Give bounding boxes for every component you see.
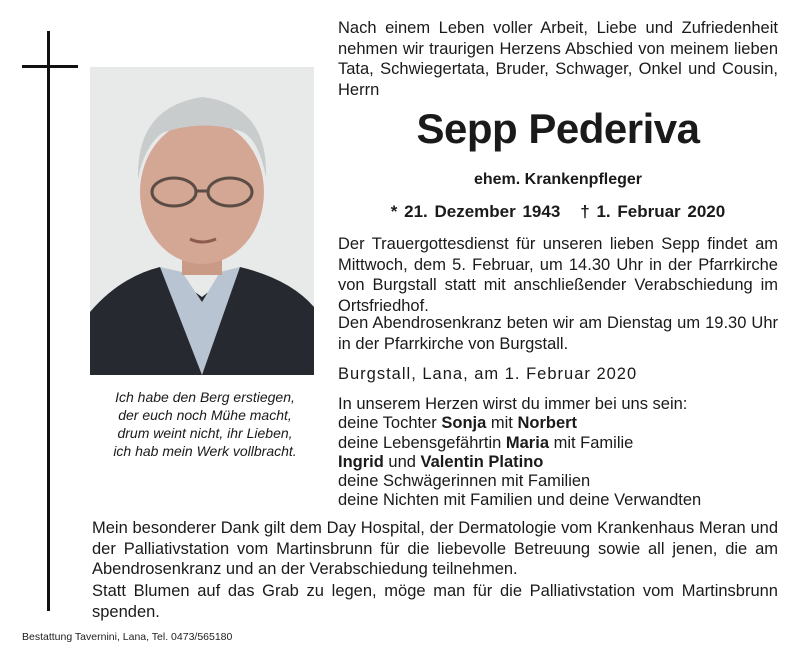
quote-line: ich hab mein Werk vollbracht.: [113, 443, 297, 459]
life-dates: [338, 202, 778, 222]
death-date: † 1. Februar 2020: [580, 202, 726, 221]
mourners-list: [338, 395, 778, 511]
birth-date: * 21. Dezember 1943: [390, 202, 561, 221]
cross-icon-vertical: [47, 31, 50, 611]
portrait-photo: [90, 67, 314, 375]
list-item: deine Schwägerinnen mit Familien: [338, 472, 591, 491]
deceased-name: Sepp Pederiva: [416, 105, 700, 152]
list-item: deine Lebensgefährtin Maria mit Familie: [338, 433, 634, 452]
list-item: Ingrid und Valentin Platino: [338, 452, 544, 471]
cross-icon-horizontal: [22, 65, 78, 68]
list-item: deine Nichten mit Familien und deine Verwandten: [338, 491, 702, 510]
memorial-quote: [94, 388, 316, 460]
intro-text: Nach einem Leben voller Arbeit, Liebe und Zufriedenheit nehmen wir traurigen Herzens Abschied von meinem lieben Tata, Schwiegertata, Bruder, Schwager, Onkel und Cousin, Herrn: [338, 19, 778, 99]
funeral-info: Der Trauergottesdienst für unseren lieben Sepp findet am Mittwoch, dem 5. Februar, um 14.30 Uhr in der Pfarrkirche von Burgstall statt mit anschließender Verabschiedung im Ortsfriedhof.: [338, 235, 778, 315]
rosary-info: Den Abendrosenkranz beten wir am Dienstag um 19.30 Uhr in der Pfarrkirche von Burgstall.: [338, 314, 778, 353]
place-date: Burgstall, Lana, am 1. Februar 2020: [338, 365, 638, 383]
mourners-heading: In unserem Herzen wirst du immer bei uns sein:: [338, 395, 688, 413]
funeral-home-footer: Bestattung Tavernini, Lana, Tel. 0473/565180: [22, 631, 233, 643]
flowers-note: Statt Blumen auf das Grab zu legen, möge man für die Palliativstation vom Martinsbrunn spenden.: [92, 582, 778, 621]
thanks-text: Mein besonderer Dank gilt dem Day Hospital, der Dermatologie vom Krankenhaus Meran und der Palliativstation vom Martinsbrunn für die liebevolle Betreuung sowie all jenen, die am Abendrosenkranz und an der Verabschiedung teilnehmen.: [92, 519, 778, 578]
portrait-illustration: [90, 67, 314, 375]
list-item: deine Tochter Sonja mit Norbert: [338, 414, 578, 433]
quote-line: drum weint nicht, ihr Lieben,: [117, 425, 293, 441]
profession: ehem. Krankenpfleger: [473, 171, 643, 188]
quote-line: Ich habe den Berg erstiegen,: [115, 389, 295, 405]
quote-line: der euch noch Mühe macht,: [118, 407, 292, 423]
